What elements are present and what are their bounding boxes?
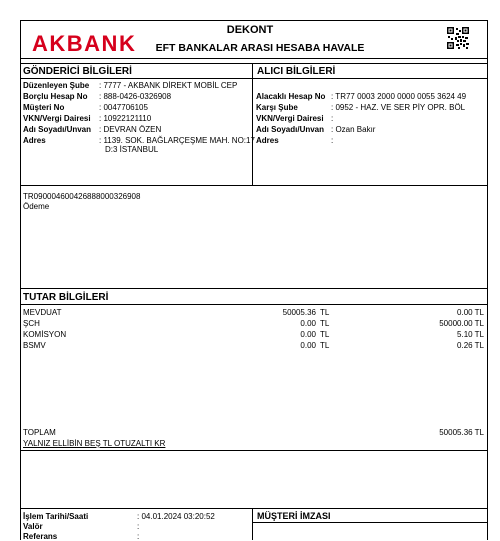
amount-row-value: 50005.36 <box>282 308 316 317</box>
total-label: TOPLAM <box>23 428 56 437</box>
reference-value: : <box>137 532 140 541</box>
sender-tax-value: : 10922121110 <box>99 114 152 123</box>
receiver-address-label: Adres <box>256 136 279 145</box>
transaction-date-value: : 04.01.2024 03:20:52 <box>137 512 215 521</box>
amounts-section-bottom <box>20 450 488 451</box>
amount-row-currency: TL <box>320 308 330 317</box>
footer-divider <box>252 508 253 540</box>
amount-row-right-value: 50000.00 TL <box>439 319 484 328</box>
amount-row-right-value: 0.26 TL <box>457 341 484 350</box>
sender-address-value: : 1139. SOK. BAĞLARÇEŞME MAH. NO:17 <box>99 136 255 145</box>
receiver-title-underline <box>252 78 488 79</box>
sender-tax-label: VKN/Vergi Dairesi <box>23 114 91 123</box>
receiver-name-label: Adı Soyadı/Unvan <box>256 125 325 134</box>
sender-name-value: : DEVRAN ÖZEN <box>99 125 162 134</box>
signature-title-underline <box>252 522 488 523</box>
sender-account-value: : 888-0426-0326908 <box>99 92 172 101</box>
value-date-value: : <box>137 522 140 531</box>
value-date-label: Valör <box>23 522 43 531</box>
transaction-note: Ödeme <box>23 202 50 211</box>
document-subtitle: EFT BANKALAR ARASI HESABA HAVALE <box>155 42 365 54</box>
sender-account-label: Borçlu Hesap No <box>23 92 88 101</box>
frame-left <box>20 20 21 540</box>
amount-row-label: ŞCH <box>23 319 40 328</box>
header-divider-2 <box>20 63 488 64</box>
amount-row-currency: TL <box>320 341 330 350</box>
amounts-title-underline <box>20 304 488 305</box>
total-value: 50005.36 TL <box>439 428 484 437</box>
sender-address-label: Adres <box>23 136 46 145</box>
amount-row-currency: TL <box>320 330 330 339</box>
akbank-logo: AKBANK <box>32 31 137 56</box>
amount-row-label: MEVDUAT <box>23 308 62 317</box>
amount-row-value: 0.00 <box>300 341 316 350</box>
sender-branch-value: : 7777 - AKBANK DİREKT MOBİL CEP <box>99 81 238 90</box>
sender-name-label: Adı Soyadı/Unvan <box>23 125 92 134</box>
party-divider <box>252 63 253 185</box>
sender-branch-label: Düzenleyen Şube <box>23 81 90 90</box>
amount-row-label: BSMV <box>23 341 46 350</box>
transaction-date-label: İşlem Tarihi/Saati <box>23 512 89 521</box>
sender-section-title: GÖNDERİCİ BİLGİLERİ <box>23 66 132 77</box>
document-title: DEKONT <box>226 24 274 36</box>
frame-right <box>487 20 488 540</box>
receiver-section-title: ALICI BİLGİLERİ <box>257 66 336 77</box>
receiver-tax-label: VKN/Vergi Dairesi <box>256 114 324 123</box>
qr-code-icon <box>447 27 469 49</box>
receiver-address-value: : <box>331 136 334 145</box>
amount-row-label: KOMİSYON <box>23 330 67 339</box>
receiver-branch-value: : 0952 - HAZ. VE SER PİY OPR. BÖL <box>331 103 466 112</box>
footer-top <box>20 508 488 509</box>
transaction-reference: TR090004600426888000326908 <box>23 192 141 201</box>
receiver-account-label: Alacaklı Hesap No <box>256 92 326 101</box>
receiver-account-value: : TR77 0003 2000 0000 0055 3624 49 <box>331 92 467 101</box>
amount-row-currency: TL <box>320 319 330 328</box>
frame-top <box>20 20 488 21</box>
sender-title-underline <box>20 78 252 79</box>
party-section-bottom <box>20 185 488 186</box>
amount-row-right-value: 5.10 TL <box>457 330 484 339</box>
description-section-bottom <box>20 288 488 289</box>
amounts-section-title: TUTAR BİLGİLERİ <box>23 292 109 303</box>
sender-customer-label: Müşteri No <box>23 103 65 112</box>
header-divider <box>20 58 488 59</box>
amount-row-value: 0.00 <box>300 319 316 328</box>
reference-label: Referans <box>23 532 58 541</box>
receiver-tax-value: : <box>331 114 334 123</box>
amount-in-words: YALNIZ ELLİBİN BEŞ TL OTUZALTI KR <box>23 439 166 448</box>
customer-signature-title: MÜŞTERİ İMZASI <box>257 511 331 521</box>
receiver-branch-label: Karşı Şube <box>256 103 298 112</box>
amount-row-value: 0.00 <box>300 330 316 339</box>
sender-address-value-line2: D:3 İSTANBUL <box>105 145 159 154</box>
amount-row-right-value: 0.00 TL <box>457 308 484 317</box>
sender-customer-value: : 0047706105 <box>99 103 148 112</box>
receiver-name-value: : Ozan Bakır <box>331 125 376 134</box>
